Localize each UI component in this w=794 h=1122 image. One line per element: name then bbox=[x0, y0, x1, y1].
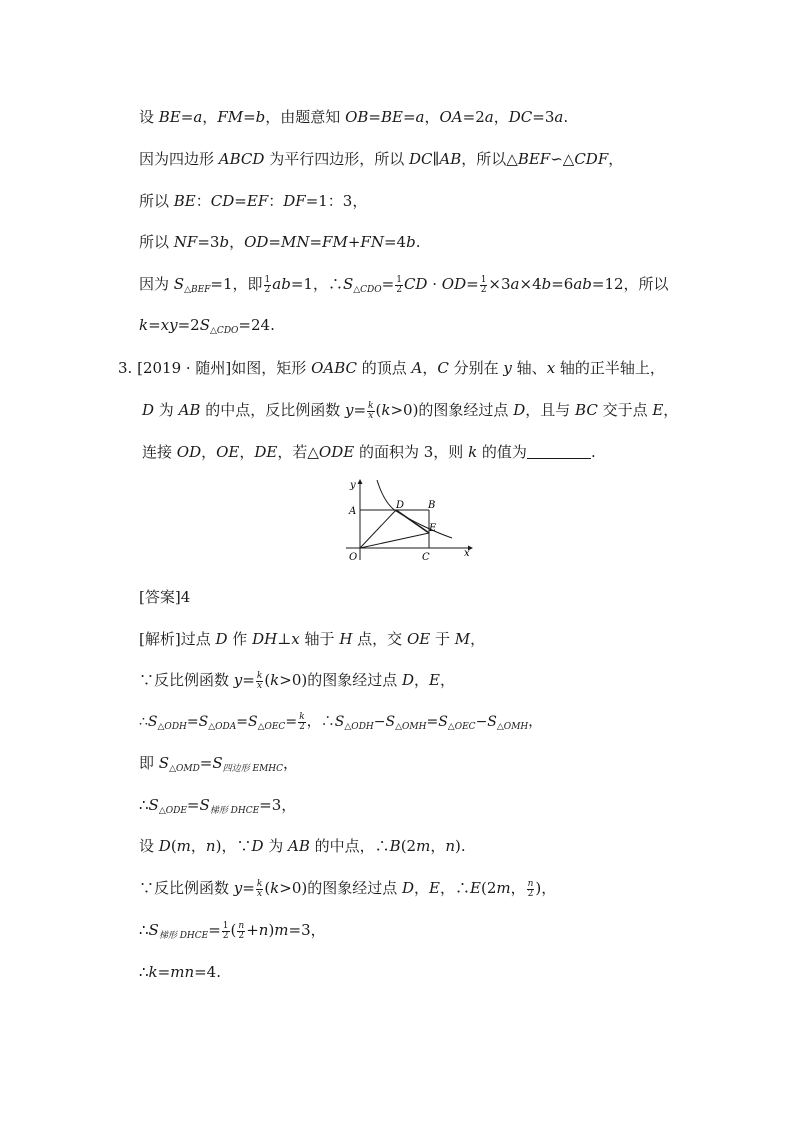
label-x: x bbox=[464, 548, 470, 559]
solution-line-4: 所以 NF=3b，OD=MN=FM+FN=4b. bbox=[139, 233, 421, 251]
analysis-line-7: ∵反比例函数 y= $\frac{k}{x}$ (k>0)的图象经过点 D，E，∴E(2m， $\frac{n}{2}$ )， bbox=[139, 878, 557, 899]
question-source: [2019 · 随州] bbox=[137, 359, 232, 377]
solution-line-1: 设 BE=a，FM=b，由题意知 OB=BE=a，OA=2a，DC=3a. bbox=[139, 108, 569, 126]
label-D: D bbox=[396, 500, 405, 511]
analysis-label: [解析] bbox=[139, 630, 181, 648]
question-line-3: 连接 OD，OE，DE，若△ODE 的面积为 3，则 k 的值为 . bbox=[142, 443, 596, 461]
label-y: y bbox=[350, 480, 356, 491]
geometry-figure bbox=[340, 476, 478, 566]
question-line-2: D 为 AB 的中点，反比例函数 y= $\frac{k}{x}$ (k>0)的图象经过点 D，且与 BC 交于点 E， bbox=[142, 400, 679, 421]
answer-value: 4 bbox=[180, 588, 191, 606]
answer-blank bbox=[527, 444, 591, 459]
label-O: O bbox=[349, 552, 358, 563]
analysis-line-2: ∵反比例函数 y= $\frac{k}{x}$ (k>0)的图象经过点 D，E， bbox=[139, 670, 456, 691]
segment-DE bbox=[396, 510, 429, 533]
analysis-line-5: $\therefore S_{\triangle ODE}=S_{梯形 DHCE}=3$， bbox=[139, 796, 297, 816]
analysis-line-6: 设 D(m，n)，∵D 为 AB 的中点，∴B(2m，n). bbox=[139, 837, 466, 855]
label-B: B bbox=[428, 500, 436, 511]
analysis-line-8: $\therefore S_{梯形 DHCE}=$ $\frac{1}{2}$ ( $\frac{n}{2}$ +n)m=3， bbox=[139, 920, 326, 941]
segment-OD bbox=[360, 510, 396, 548]
label-C: C bbox=[422, 552, 430, 563]
question-number: 3. bbox=[118, 359, 133, 377]
y-axis-arrow bbox=[358, 479, 363, 484]
answer-label: [答案] bbox=[139, 588, 181, 606]
solution-line-3: 所以 BE：CD=EF：DF=1：3， bbox=[139, 192, 368, 210]
label-A: A bbox=[349, 506, 357, 517]
analysis-line-4: 即 $S_{\triangle OMD}=S_{四边形 EMHC}$， bbox=[139, 754, 299, 774]
answer-line bbox=[139, 587, 190, 607]
solution-line-6: $k=xy=2S_{\triangle CDO}=24$. bbox=[139, 316, 275, 336]
label-E: E bbox=[429, 523, 437, 534]
analysis-line-1: [解析]过点 D 作 DH⊥x 轴于 H 点，交 OE 于 M， bbox=[139, 630, 486, 648]
analysis-line-3: $\therefore S_{\triangle ODH}=S_{\triangle ODA}=S_{\triangle OEC}=$ $\frac{k}{2}$ ，$\therefore S_{\triangle ODH}-S_{\triangle OMH}=S_{\triangle OEC}-S_{\triangle OMH}$， bbox=[139, 711, 543, 732]
solution-line-2: 因为四边形 ABCD 为平行四边形，所以 DC∥AB，所以△BEF∽△CDF， bbox=[139, 150, 624, 168]
hyperbola-curve bbox=[377, 480, 452, 538]
solution-line-5: 因为 $S_{\triangle BEF}=1$，即 $\frac{1}{2}$ ab=1，$\therefore S_{\triangle CDO}=$ $\frac{1}{2}$ CD · OD= $\frac{1}{2}$ ×3a×4b=6ab=12，所以 bbox=[139, 274, 669, 295]
segment-OE bbox=[360, 533, 429, 548]
question-line-1: 3. [2019 · 随州]如图，矩形 OABC 的顶点 A，C 分别在 y 轴、x 轴的正半轴上， bbox=[118, 359, 665, 377]
analysis-line-9: ∴k=mn=4. bbox=[139, 963, 221, 981]
